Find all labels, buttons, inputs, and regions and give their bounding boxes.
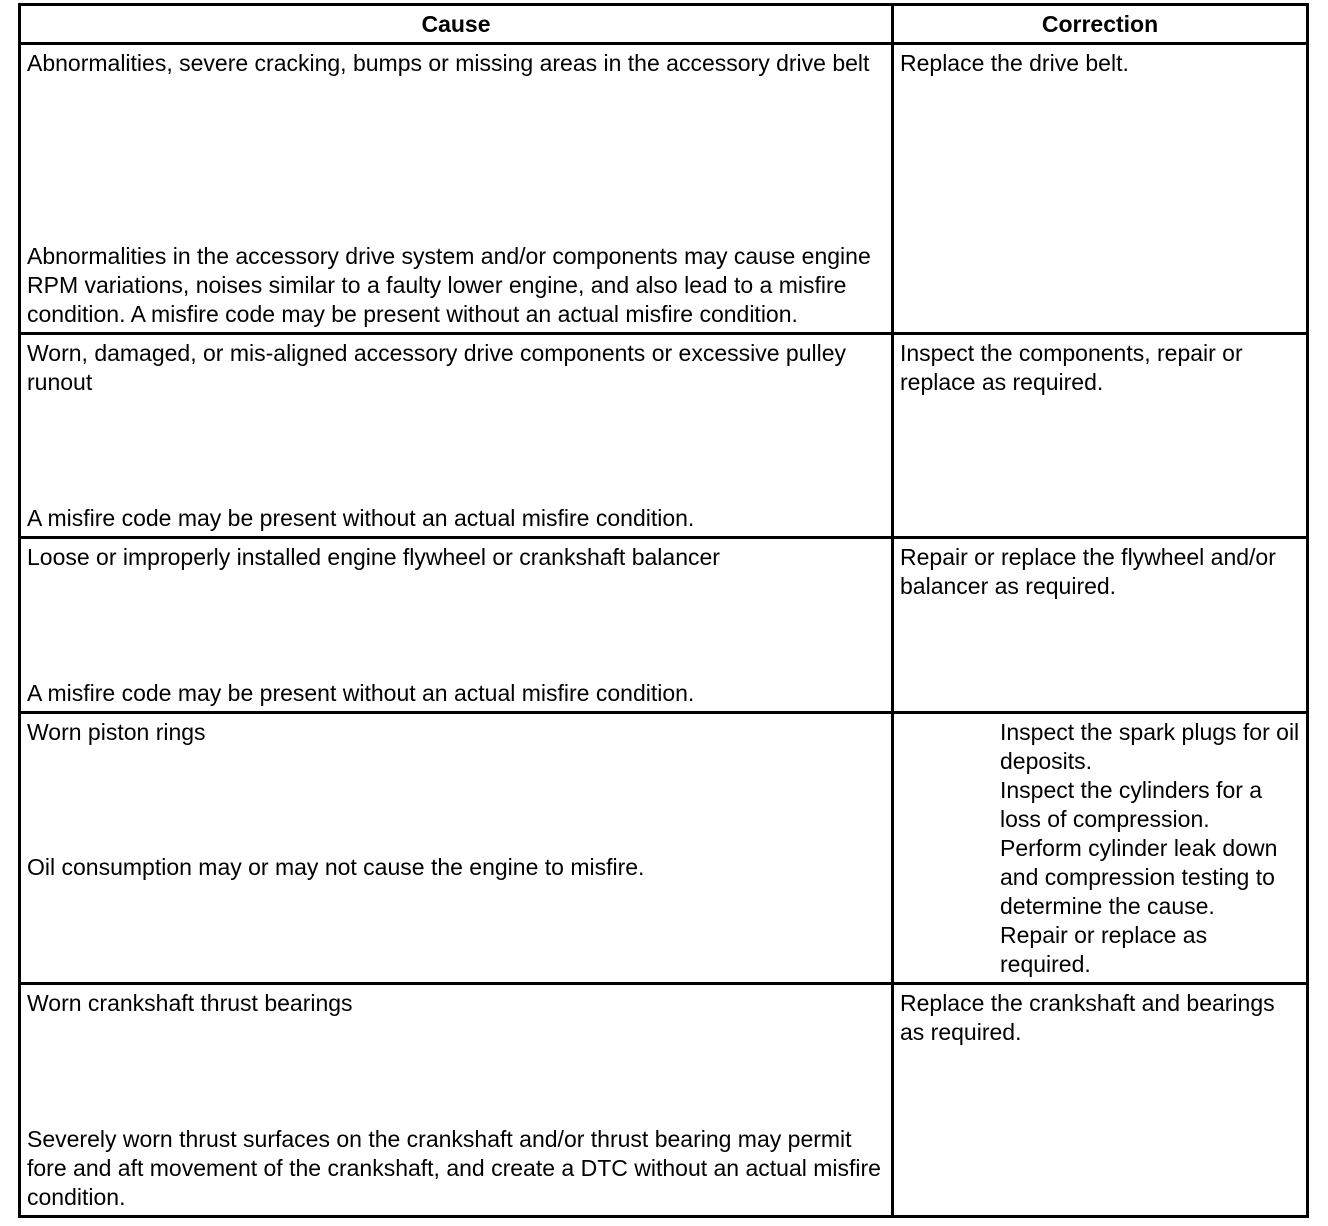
cause-cell (20, 984, 893, 1217)
cause-correction-table (18, 3, 1309, 1218)
header-cause: Cause (20, 5, 893, 44)
cause-text: Worn crankshaft thrust bearings (27, 990, 353, 1016)
correction-cell (893, 984, 1308, 1217)
cause-note: A misfire code may be present without an actual misfire condition. (27, 505, 695, 531)
correction-step: Inspect the cylinders for a loss of compression. (1000, 777, 1263, 832)
correction-text: Replace the crankshaft and bearings as required. (900, 990, 1275, 1045)
table-row (20, 713, 1308, 984)
header-correction: Correction (893, 5, 1308, 44)
cause-text: Worn piston rings (27, 719, 206, 745)
correction-step: Inspect the spark plugs for oil deposits. (1000, 719, 1300, 774)
cause-note: Oil consumption may or may not cause the engine to misfire. (27, 854, 645, 880)
cause-text: Worn, damaged, or mis-aligned accessory drive components or excessive pulley runout (27, 340, 847, 395)
table-row (20, 984, 1308, 1217)
correction-step: Repair or replace as required. (1000, 922, 1208, 977)
correction-step: Perform cylinder leak down and compression testing to determine the cause. (1000, 835, 1278, 919)
correction-cell (893, 44, 1308, 334)
table-row (20, 334, 1308, 538)
cause-note: Severely worn thrust surfaces on the crankshaft and/or thrust bearing may permit fore and aft movement of the crankshaft, and create a DTC without an actual misfire condition. (27, 1126, 881, 1210)
header-row (20, 5, 1308, 44)
correction-text: Repair or replace the flywheel and/or balancer as required. (900, 544, 1276, 599)
cause-text: Loose or improperly installed engine flywheel or crankshaft balancer (27, 544, 720, 570)
correction-steps (900, 718, 1300, 979)
table-row (20, 44, 1308, 334)
correction-cell (893, 713, 1308, 984)
cause-note: Abnormalities in the accessory drive system and/or components may cause engine RPM variations, noises similar to a faulty lower engine, and also lead to a misfire condition. A misfire code may be present without an actual misfire condition. (27, 243, 871, 327)
cause-text: Abnormalities, severe cracking, bumps or missing areas in the accessory drive belt (27, 50, 870, 76)
correction-cell (893, 334, 1308, 538)
cause-cell (20, 44, 893, 334)
cause-cell (20, 334, 893, 538)
table-row (20, 538, 1308, 713)
correction-text: Inspect the components, repair or replace as required. (900, 340, 1243, 395)
correction-cell (893, 538, 1308, 713)
cause-note: A misfire code may be present without an actual misfire condition. (27, 680, 695, 706)
cause-cell (20, 713, 893, 984)
correction-text: Replace the drive belt. (900, 50, 1129, 76)
cause-cell (20, 538, 893, 713)
